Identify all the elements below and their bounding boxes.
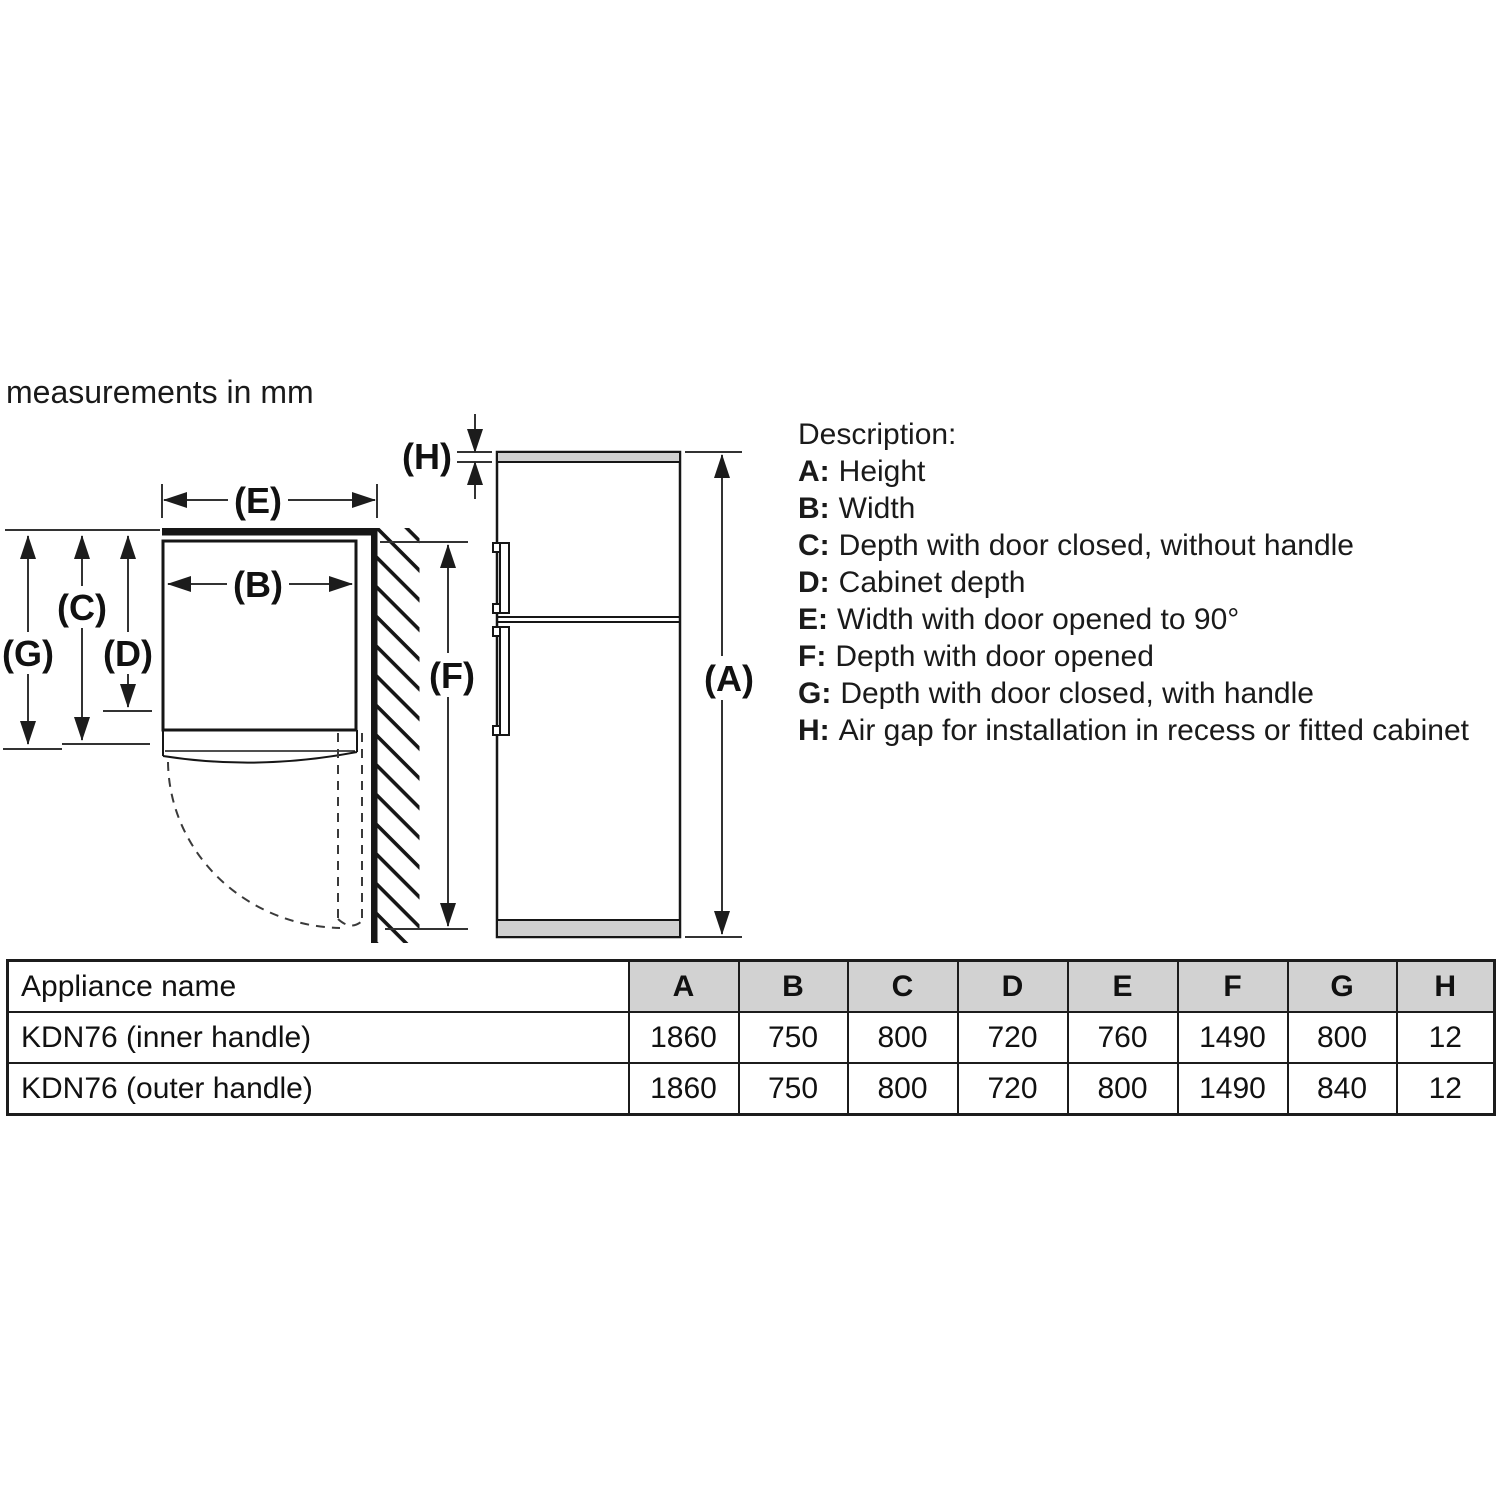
description-item-f [798,638,1488,675]
closed-door [163,730,357,763]
col-header-a: A [629,961,739,1013]
col-header-d: D [958,961,1068,1013]
col-header-f: F [1178,961,1288,1013]
item-key: A: [798,455,830,488]
dim-label-b: (B) [233,564,283,605]
dimensions-table [6,959,1496,1116]
value-cell: 800 [1288,1012,1397,1063]
value-cell: 840 [1288,1063,1397,1115]
side-view [493,452,680,937]
open-door-bottom [338,919,362,926]
item-text: Height [838,455,926,488]
item-text: Depth with door closed, with handle [840,677,1314,710]
dim-label-g: (G) [2,633,54,674]
value-cell: 1490 [1178,1012,1288,1063]
col-header-e: E [1068,961,1178,1013]
col-header-appliance-name: Appliance name [8,961,629,1013]
description-heading: Description: [798,418,957,451]
appliance-name: KDN76 (outer handle) [8,1063,629,1115]
col-header-h: H [1397,961,1495,1013]
col-header-g: G [1288,961,1397,1013]
item-text: Air gap for installation in recess or fitted cabinet [838,714,1469,747]
value-cell: 720 [958,1063,1068,1115]
plinth-strip [497,920,680,937]
value-cell: 750 [739,1063,848,1115]
item-key: F: [798,640,827,673]
item-text: Width [838,492,916,525]
dim-h [457,414,492,499]
value-cell: 750 [739,1012,848,1063]
item-key: H: [798,714,830,747]
item-text: Depth with door opened [835,640,1154,673]
door-open-90-edge [162,528,377,536]
value-cell: 12 [1397,1063,1495,1115]
table-row [8,1012,1495,1063]
item-key: E: [798,603,828,636]
upper-door-handle [493,543,509,613]
value-cell: 800 [1068,1063,1178,1115]
dim-label-d: (D) [103,633,153,674]
value-cell: 1860 [629,1012,739,1063]
fridge-body [497,452,680,937]
air-gap-strip [497,452,680,462]
wall-hatching [378,528,420,943]
item-text: Depth with door closed, without handle [838,529,1354,562]
item-key: B: [798,492,830,525]
table-row [8,1063,1495,1115]
description-item-a [798,453,1488,490]
item-key: D: [798,566,830,599]
col-header-c: C [848,961,958,1013]
value-cell: 720 [958,1012,1068,1063]
value-cell: 800 [848,1012,958,1063]
appliance-name: KDN76 (inner handle) [8,1012,629,1063]
value-cell: 1860 [629,1063,739,1115]
lower-door-handle [493,627,509,735]
dim-label-c: (C) [57,587,107,628]
item-key: G: [798,677,832,710]
table-header-row [8,961,1495,1013]
dim-label-a: (A) [704,658,754,699]
dim-label-f: (F) [429,655,475,696]
col-header-b: B [739,961,848,1013]
value-cell: 12 [1397,1012,1495,1063]
top-view [3,484,468,943]
door-swing-arc [168,762,340,928]
description-item-b [798,490,1488,527]
item-text: Cabinet depth [838,566,1026,599]
value-cell: 1490 [1178,1063,1288,1115]
dim-label-h: (H) [402,436,452,477]
description-item-g [798,675,1488,712]
value-cell: 800 [848,1063,958,1115]
value-cell: 760 [1068,1012,1178,1063]
wall [371,528,378,943]
units-note: measurements in mm [6,374,314,410]
description-item-h [798,712,1488,749]
description-item-e [798,601,1488,638]
item-key: C: [798,529,830,562]
item-text: Width with door opened to 90° [837,603,1240,636]
dim-label-e: (E) [234,480,282,521]
description-item-c [798,527,1488,564]
description-block [798,416,1488,749]
description-item-d [798,564,1488,601]
